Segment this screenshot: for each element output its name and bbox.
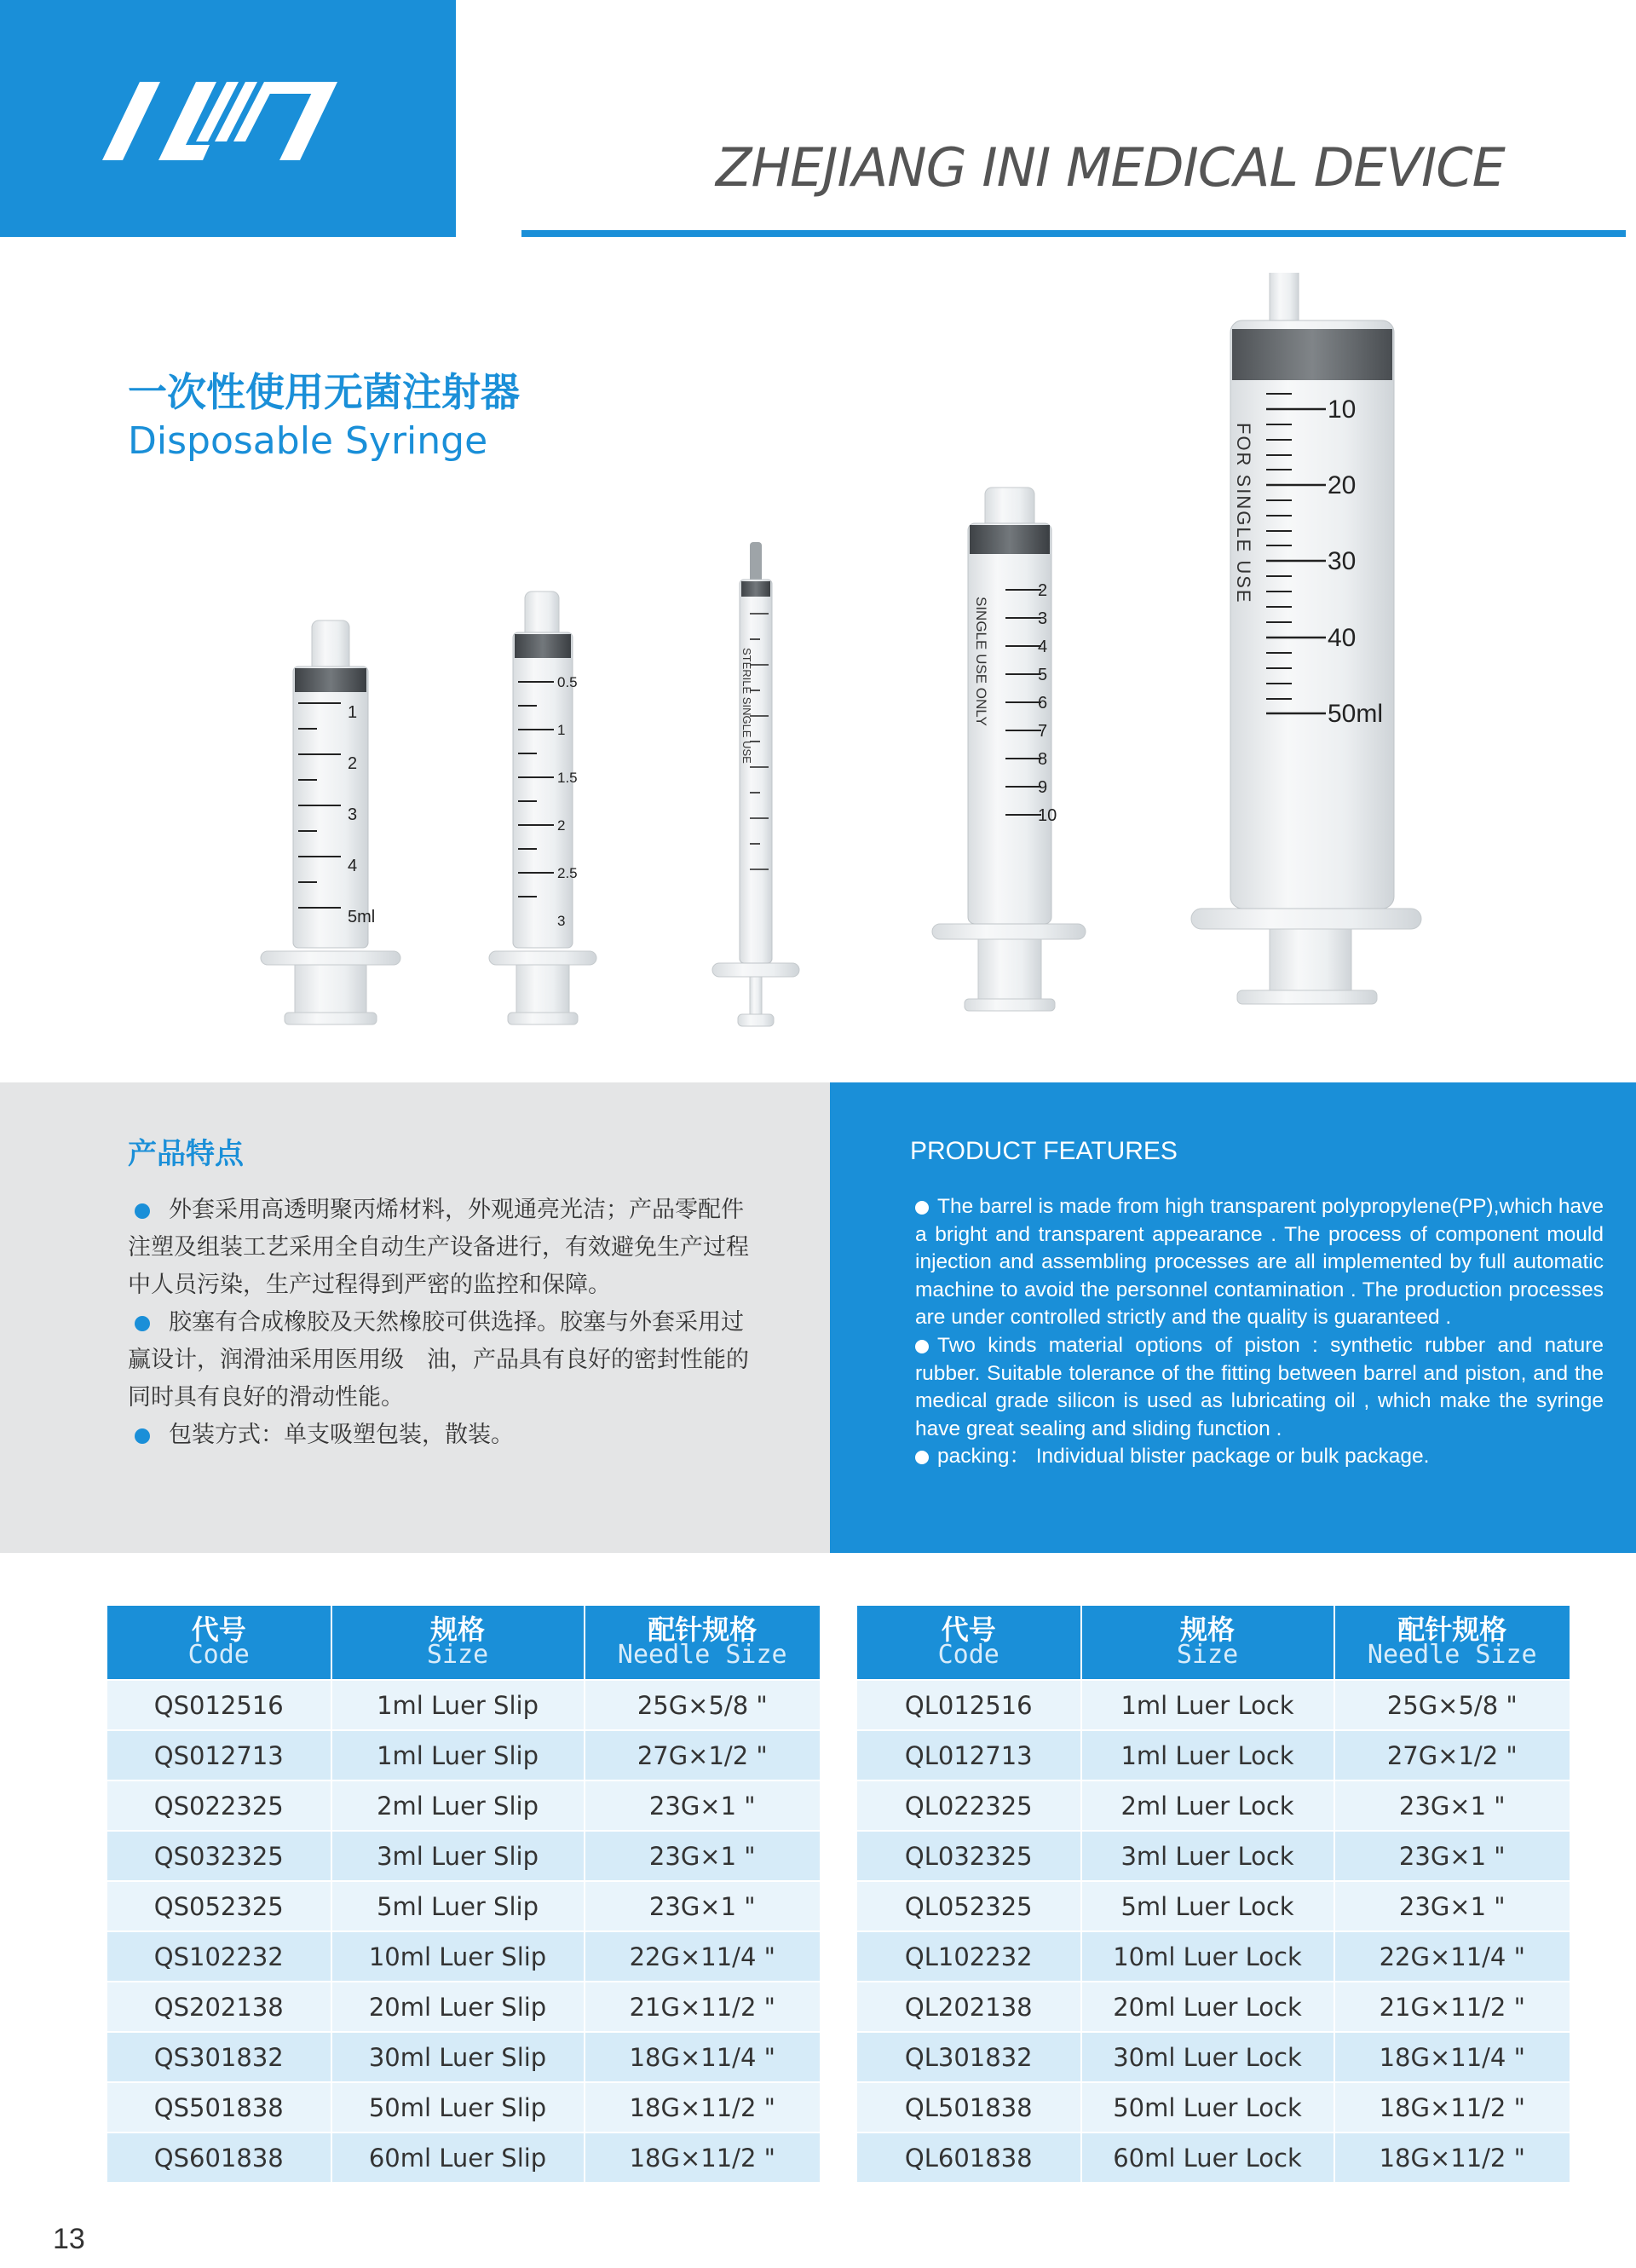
header-code-cn: 代号 <box>941 1613 996 1646</box>
table-row <box>856 1831 1570 1881</box>
needle-size-cell: 25G×5/8 " <box>1334 1680 1570 1730</box>
syringe-50ml-mark-50ml: 50ml <box>1328 700 1384 728</box>
bullet-icon <box>915 1340 929 1353</box>
product-code-cell: QS012713 <box>107 1730 331 1780</box>
syringe-5ml-mark-5: 5ml <box>348 908 376 926</box>
size-cell: 3ml Luer Lock <box>1081 1831 1334 1881</box>
header-size-en: Size <box>1176 1640 1239 1670</box>
syringe-3ml-mark-3: 1.5 <box>557 770 578 786</box>
table-row <box>856 1680 1570 1730</box>
bullet-icon <box>135 1203 150 1219</box>
table-row <box>107 1982 821 2032</box>
product-code-cell: QS032325 <box>107 1831 331 1881</box>
size-cell: 5ml Luer Lock <box>1081 1881 1334 1931</box>
needle-size-cell: 18G×11/2 " <box>1334 2082 1570 2132</box>
needle-size-cell: 18G×11/4 " <box>1334 2032 1570 2082</box>
table-row <box>107 1831 821 1881</box>
needle-size-cell: 27G×1/2 " <box>585 1730 821 1780</box>
needle-size-cell: 23G×1 " <box>1334 1831 1570 1881</box>
needle-size-cell: 23G×1 " <box>585 1881 821 1931</box>
features-en-heading: PRODUCT FEATURES <box>910 1137 1178 1165</box>
bullet-icon <box>915 1451 929 1464</box>
needle-size-cell: 22G×11/4 " <box>585 1931 821 1982</box>
table-row <box>107 2082 821 2132</box>
size-cell: 3ml Luer Slip <box>331 1831 585 1881</box>
header-code-en: Code <box>937 1640 999 1670</box>
product-code-cell: QL032325 <box>856 1831 1081 1881</box>
bullet-icon <box>135 1428 150 1444</box>
product-code-cell: QL102232 <box>856 1931 1081 1982</box>
luer-slip-table <box>106 1604 821 2184</box>
size-cell: 10ml Luer Slip <box>331 1931 585 1982</box>
syringe-10ml-mark-7: 7 <box>1038 722 1048 741</box>
table-row <box>107 1881 821 1931</box>
table-row <box>107 1730 821 1780</box>
header-rule <box>521 230 1626 237</box>
needle-size-cell: 22G×11/4 " <box>1334 1931 1570 1982</box>
features-cn-item <box>128 1192 758 1304</box>
product-code-cell: QL301832 <box>856 2032 1081 2082</box>
product-code-cell: QS601838 <box>107 2132 331 2183</box>
ini-logo-icon <box>102 82 358 160</box>
size-cell: 1ml Luer Slip <box>331 1730 585 1780</box>
product-code-cell: QL501838 <box>856 2082 1081 2132</box>
size-cell: 1ml Luer Slip <box>331 1680 585 1730</box>
table-row <box>107 2132 821 2183</box>
needle-size-cell: 27G×1/2 " <box>1334 1730 1570 1780</box>
syringe-10ml-mark-5: 5 <box>1038 666 1048 684</box>
product-code-cell: QL601838 <box>856 2132 1081 2183</box>
size-cell: 50ml Luer Slip <box>331 2082 585 2132</box>
syringe-10ml-mark-4: 4 <box>1038 638 1048 656</box>
features-cn-item <box>128 1304 758 1417</box>
header-needle-en: Needle Size <box>1367 1640 1537 1670</box>
product-code-cell: QL022325 <box>856 1780 1081 1831</box>
product-code-cell: QS012516 <box>107 1680 331 1730</box>
size-cell: 1ml Luer Lock <box>1081 1730 1334 1780</box>
syringe-3ml-mark-6: 3 <box>557 913 566 929</box>
table-row <box>856 1881 1570 1931</box>
size-cell: 30ml Luer Slip <box>331 2032 585 2082</box>
syringe-50ml-mark-20: 20 <box>1328 471 1357 499</box>
product-code-cell: QS501838 <box>107 2082 331 2132</box>
syringe-50ml-mark-30: 30 <box>1328 547 1357 575</box>
needle-size-cell: 23G×1 " <box>1334 1881 1570 1931</box>
header-size-en: Size <box>426 1640 489 1670</box>
table-row <box>107 1780 821 1831</box>
features-cn-heading: 产品特点 <box>128 1137 244 1171</box>
size-cell: 60ml Luer Slip <box>331 2132 585 2183</box>
table-row <box>107 2032 821 2082</box>
bullet-icon <box>915 1201 929 1215</box>
needle-size-cell: 18G×11/4 " <box>585 2032 821 2082</box>
product-code-cell: QS022325 <box>107 1780 331 1831</box>
size-cell: 20ml Luer Lock <box>1081 1982 1334 2032</box>
syringe-10ml-mark-9: 9 <box>1038 778 1048 797</box>
syringe-5ml-mark-1: 1 <box>348 703 358 722</box>
table-row <box>107 1931 821 1982</box>
table-row <box>856 2082 1570 2132</box>
size-cell: 50ml Luer Lock <box>1081 2082 1334 2132</box>
product-title-cn: 一次性使用无菌注射器 <box>128 369 520 415</box>
table-row <box>856 1982 1570 2032</box>
product-code-cell: QL012713 <box>856 1730 1081 1780</box>
size-cell: 5ml Luer Slip <box>331 1881 585 1931</box>
syringe-3ml-mark-5: 2.5 <box>557 865 578 881</box>
syringe-3ml-mark-1: 0.5 <box>557 674 578 690</box>
company-name: ZHEJIANG INI MEDICAL DEVICE <box>716 136 1505 199</box>
needle-size-cell: 23G×1 " <box>585 1780 821 1831</box>
needle-size-cell: 23G×1 " <box>1334 1780 1570 1831</box>
syringe-1ml <box>712 542 799 1026</box>
logo-block <box>0 0 456 237</box>
features-en-item-text: Two kinds material options of piston : synthetic rubber and nature rubber. Suitable tolerance of the fitting between barrel and piston, and the medical grade silicon is used as lubricating oil , which make the syringe have great sealing and sliding function . <box>915 1333 1604 1440</box>
syringe-3ml-mark-4: 2 <box>557 817 566 834</box>
syringe-50ml-mark-10: 10 <box>1328 395 1357 424</box>
page-number: 13 <box>53 2223 85 2255</box>
syringe-10ml-mark-3: 3 <box>1038 609 1048 628</box>
product-code-cell: QL012516 <box>856 1680 1081 1730</box>
syringe-1ml-side-text: STERILE SINGLE USE <box>740 648 753 764</box>
needle-size-cell: 23G×1 " <box>585 1831 821 1881</box>
features-en-list <box>915 1193 1604 1471</box>
needle-size-cell: 18G×11/2 " <box>585 2082 821 2132</box>
column-header-size <box>331 1605 585 1680</box>
size-cell: 60ml Luer Lock <box>1081 2132 1334 2183</box>
size-cell: 10ml Luer Lock <box>1081 1931 1334 1982</box>
features-en-item <box>915 1332 1604 1443</box>
header-needle-cn: 配针规格 <box>648 1613 758 1646</box>
features-cn-item-text: 包装方式：单支吸塑包装，散装。 <box>169 1422 514 1448</box>
header-size-cn: 规格 <box>430 1613 486 1646</box>
column-header-code <box>856 1605 1081 1680</box>
syringe-5ml-mark-4: 4 <box>348 857 358 875</box>
syringe-10ml-mark-2: 2 <box>1038 581 1048 600</box>
column-header-needle <box>1334 1605 1570 1680</box>
syringe-3ml <box>489 592 596 1024</box>
syringe-10ml-mark-8: 8 <box>1038 750 1048 769</box>
syringe-10ml-mark-6: 6 <box>1038 694 1048 713</box>
syringe-3ml-mark-2: 1 <box>557 722 566 738</box>
product-code-cell: QL202138 <box>856 1982 1081 2032</box>
syringe-10ml-side-text: SINGLE USE ONLY <box>973 597 989 726</box>
features-en-item-text: The barrel is made from high transparent polypropylene(PP),which have a bright and transparent appearance . The process of component mould injection and assembling processes are all implemented by full automatic machine to avoid the personnel contamination . The production processes are under controlled strictly and the quality is guaranteed . <box>915 1195 1604 1330</box>
luer-lock-table <box>855 1604 1571 2184</box>
column-header-code <box>107 1605 331 1680</box>
product-code-cell: QS052325 <box>107 1881 331 1931</box>
features-cn-list <box>128 1192 758 1454</box>
needle-size-cell: 18G×11/2 " <box>585 2132 821 2183</box>
table-row <box>856 1931 1570 1982</box>
table-row <box>856 2032 1570 2082</box>
header-needle-en: Needle Size <box>617 1640 787 1670</box>
syringe-50ml-side-text: FOR SINGLE USE <box>1233 423 1254 604</box>
syringe-5ml-mark-3: 3 <box>348 805 358 824</box>
table-row <box>107 1680 821 1730</box>
bullet-icon <box>135 1316 150 1331</box>
syringe-product-image <box>239 273 1432 1040</box>
syringe-50ml <box>1191 273 1421 1004</box>
column-header-size <box>1081 1605 1334 1680</box>
needle-size-cell: 21G×11/2 " <box>585 1982 821 2032</box>
table-row <box>856 1730 1570 1780</box>
product-code-cell: QS301832 <box>107 2032 331 2082</box>
syringe-5ml <box>261 620 400 1024</box>
needle-size-cell: 25G×5/8 " <box>585 1680 821 1730</box>
size-cell: 1ml Luer Lock <box>1081 1680 1334 1730</box>
product-title-en: Disposable Syringe <box>128 419 488 463</box>
features-en-item <box>915 1443 1604 1471</box>
header-code-cn: 代号 <box>191 1613 246 1646</box>
syringe-10ml-mark-10: 10 <box>1038 806 1057 825</box>
features-cn-item-text: 外套采用高透明聚丙烯材料，外观通亮光洁；产品零配件注塑及组装工艺采用全自动生产设备进行，有效避免生产过程中人员污染，生产过程得到严密的监控和保障。 <box>128 1197 749 1298</box>
syringe-50ml-mark-40: 40 <box>1328 624 1357 652</box>
product-code-cell: QS202138 <box>107 1982 331 2032</box>
header-needle-cn: 配针规格 <box>1397 1613 1507 1646</box>
size-cell: 30ml Luer Lock <box>1081 2032 1334 2082</box>
features-cn-item <box>128 1417 758 1454</box>
header-size-cn: 规格 <box>1180 1613 1236 1646</box>
features-en-item-text: packing： Individual blister package or bulk package. <box>937 1445 1430 1469</box>
table-row <box>856 2132 1570 2183</box>
features-en-item <box>915 1193 1604 1332</box>
features-cn-item-text: 胶塞有合成橡胶及天然橡胶可供选择。胶塞与外套采用过赢设计，润滑油采用医用级 油，产品具有良好的密封性能的同时具有良好的滑动性能。 <box>128 1309 749 1411</box>
header-code-en: Code <box>187 1640 250 1670</box>
product-code-cell: QL052325 <box>856 1881 1081 1931</box>
needle-size-cell: 21G×11/2 " <box>1334 1982 1570 2032</box>
needle-size-cell: 18G×11/2 " <box>1334 2132 1570 2183</box>
table-row <box>856 1780 1570 1831</box>
syringe-5ml-mark-2: 2 <box>348 754 358 773</box>
size-cell: 2ml Luer Lock <box>1081 1780 1334 1831</box>
syringe-10ml <box>932 488 1086 1011</box>
column-header-needle <box>585 1605 821 1680</box>
size-cell: 2ml Luer Slip <box>331 1780 585 1831</box>
size-cell: 20ml Luer Slip <box>331 1982 585 2032</box>
product-code-cell: QS102232 <box>107 1931 331 1982</box>
